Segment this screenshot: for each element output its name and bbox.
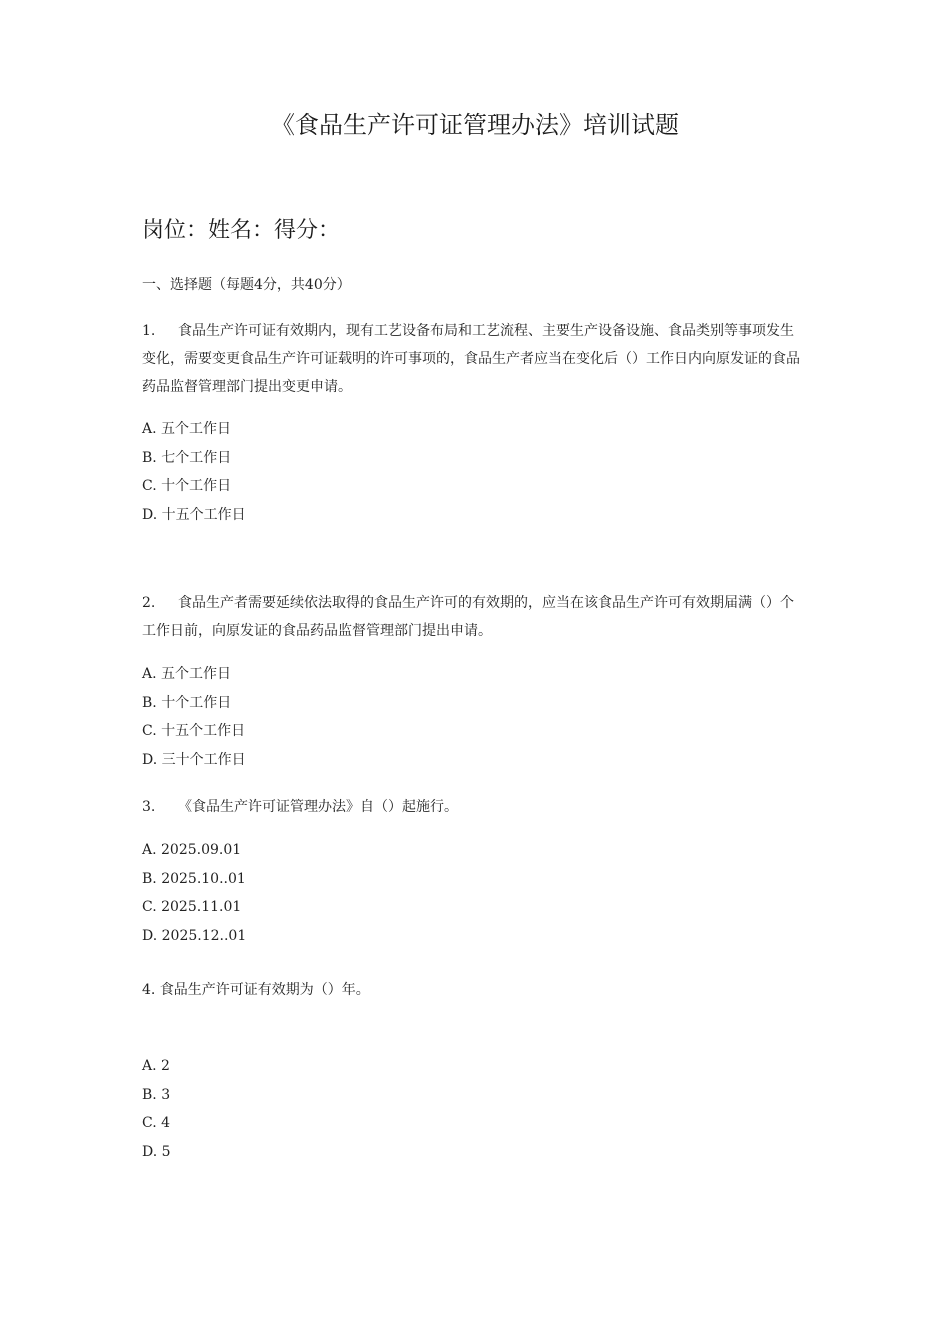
question-number: 2. [142,595,156,611]
question-2 [142,589,802,645]
question-text: 食品生产者需要延续依法取得的食品生产许可的有效期的，应当在该食品生产许可有效期届满（）个工作日前，向原发证的食品药品监督管理部门提出申请。 [142,595,794,639]
option-b: B. 2025.10..01 [142,870,246,887]
option-d: D. 5 [142,1143,171,1160]
option-b: B. 七个工作日 [142,449,232,466]
question-1 [142,317,802,401]
option-b: B. 十个工作日 [142,694,232,711]
question-number: 1. [142,323,156,339]
question-4-options [142,1052,171,1166]
option-c: C. 4 [142,1115,171,1131]
question-number: 4. [142,982,156,998]
question-number: 3. [142,799,156,815]
page-title: 《食品生产许可证管理办法》培训试题 [271,111,679,139]
option-a: A. 2 [142,1058,170,1074]
option-c: C. 十五个工作日 [142,723,246,739]
option-d: D. 2025.12..01 [142,927,247,944]
question-2-options [142,660,246,774]
question-3-options [142,836,246,950]
option-c: C. 2025.11.01 [142,899,242,915]
question-4 [142,976,802,1004]
question-1-options [142,415,246,529]
candidate-fields: 岗位：姓名：得分： [142,218,341,243]
option-a: A. 2025.09.01 [142,842,242,858]
option-a: A. 五个工作日 [142,421,232,437]
option-d: D. 十五个工作日 [142,506,246,523]
question-text: 食品生产许可证有效期内，现有工艺设备布局和工艺流程、主要生产设备设施、食品类别等事项发生变化，需要变更食品生产许可证载明的许可事项的，食品生产者应当在变化后（）工作日内向原发证的食品药品监督管理部门提出变更申请。 [142,323,800,395]
option-d: D. 三十个工作日 [142,751,246,768]
question-text: 《食品生产许可证管理办法》自（）起施行。 [178,799,458,815]
option-a: A. 五个工作日 [142,666,232,682]
question-3 [142,793,802,821]
question-text: 食品生产许可证有效期为（）年。 [159,982,370,998]
section-heading: 一、选择题（每题4分，共40分） [142,277,351,293]
option-c: C. 十个工作日 [142,478,232,494]
option-b: B. 3 [142,1086,171,1103]
